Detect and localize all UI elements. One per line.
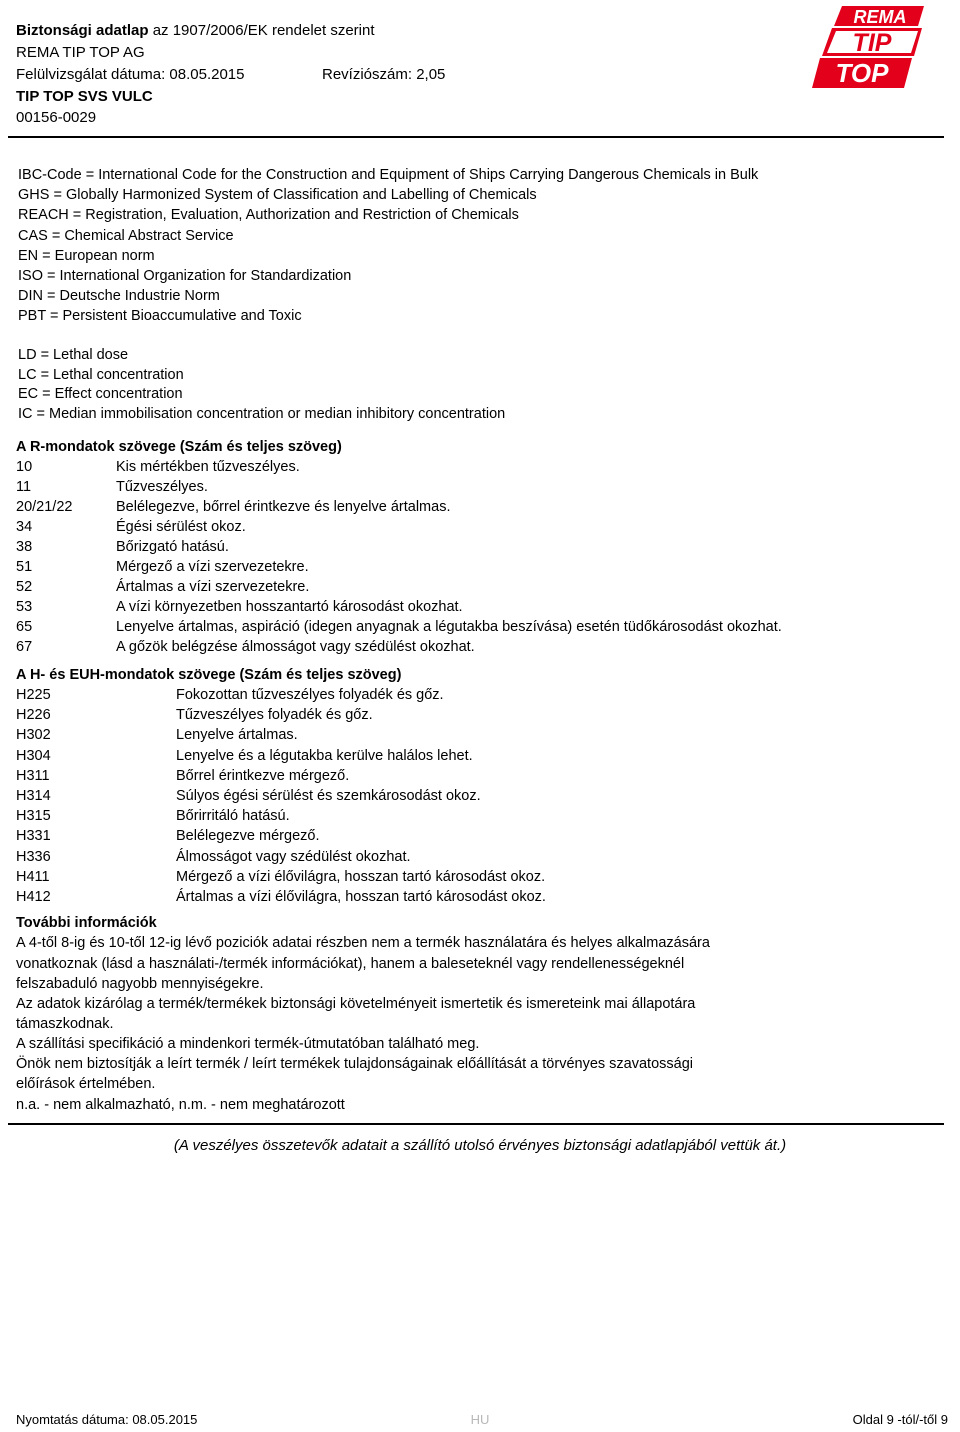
further-info-line: felszabaduló nagyobb mennyiségekre.	[16, 976, 264, 992]
r-phrase-text: Belélegezve, bőrrel érintkezve és lenyelve ártalmas.	[116, 499, 451, 515]
abbreviation-line: EN = European norm	[18, 248, 155, 264]
document-title-rest: az 1907/2006/EK rendelet szerint	[148, 22, 375, 39]
h-phrase-text: Álmosságot vagy szédülést okozhat.	[176, 849, 411, 865]
h-phrase-text: Mérgező a vízi élővilágra, hosszan tartó károsodást okoz.	[176, 869, 546, 885]
abbreviation-line: REACH = Registration, Evaluation, Authorization and Restriction of Chemicals	[18, 207, 519, 223]
r-phrase-text: A gőzök belégzése álmosságot vagy szédülést okozhat.	[116, 639, 475, 655]
abbreviation-line: DIN = Deutsche Industrie Norm	[18, 288, 220, 304]
review-date: Felülvizsgálat dátuma: 08.05.2015	[16, 66, 245, 83]
r-phrases-title: A R-mondatok szövege (Szám és teljes szöveg)	[16, 439, 342, 455]
r-phrase-text: Kis mértékben tűzveszélyes.	[116, 459, 300, 475]
abbreviation-line: CAS = Chemical Abstract Service	[18, 228, 234, 244]
logo-word-tip: TIP	[852, 29, 892, 57]
r-phrase-text: Tűzveszélyes.	[116, 479, 208, 495]
h-phrase-code: H331	[16, 828, 51, 844]
h-phrase-text: Tűzveszélyes folyadék és gőz.	[176, 707, 373, 723]
h-phrase-code: H302	[16, 727, 51, 743]
abbreviation-line: GHS = Globally Harmonized System of Classification and Labelling of Chemicals	[18, 187, 537, 203]
r-phrase-text: Ártalmas a vízi szervezetekre.	[116, 579, 310, 595]
product-name: TIP TOP SVS VULC	[16, 88, 153, 105]
document-header	[0, 0, 960, 140]
further-info-line: Az adatok kizárólag a termék/termékek biztonsági követelményeit ismertetik és ismereteink mai állapotára	[16, 996, 696, 1012]
abbreviation-line: ISO = International Organization for Standardization	[18, 268, 352, 284]
page-number: Oldal 9 -tól/-től 9	[852, 1412, 948, 1427]
h-phrase-code: H311	[16, 768, 50, 784]
r-phrase-code: 52	[16, 579, 33, 595]
h-phrase-code: H226	[16, 707, 51, 723]
further-info-line: vonatkoznak (lásd a használati-/termék információkat), hanem a baleseteknél vagy rendellenességeknél	[16, 956, 685, 972]
r-phrase-code: 20/21/22	[16, 499, 73, 515]
h-phrase-text: Lenyelve és a légutakba kerülve halálos lehet.	[176, 748, 473, 764]
abbreviation-line: LC = Lethal concentration	[18, 367, 184, 383]
h-phrase-code: H304	[16, 748, 51, 764]
company-name: REMA TIP TOP AG	[16, 44, 145, 61]
h-phrase-code: H314	[16, 788, 51, 804]
h-phrase-text: Fokozottan tűzveszélyes folyadék és gőz.	[176, 687, 444, 703]
r-phrase-text: A vízi környezetben hosszantartó károsodást okozhat.	[116, 599, 463, 615]
further-info-line: A 4-től 8-ig és 10-től 12-ig lévő poziciók adatai részben nem a termék használatára és helyes alkalmazására	[16, 935, 710, 951]
document-title	[16, 21, 375, 41]
further-info-title: További információk	[16, 915, 157, 931]
logo-word-top: TOP	[835, 58, 889, 88]
r-phrase-text: Mérgező a vízi szervezetekre.	[116, 559, 309, 575]
h-phrase-text: Lenyelve ártalmas.	[176, 727, 298, 743]
abbreviation-line: PBT = Persistent Bioaccumulative and Toxic	[18, 308, 302, 324]
r-phrase-text: Égési sérülést okoz.	[116, 519, 246, 535]
h-phrase-text: Ártalmas a vízi élővilágra, hosszan tartó károsodást okoz.	[176, 889, 546, 905]
h-phrase-text: Bőrirritáló hatású.	[176, 808, 290, 824]
r-phrase-code: 34	[16, 519, 33, 535]
product-code: 00156-0029	[16, 109, 97, 126]
further-info-line: A szállítási specifikáció a mindenkori termék-útmutatóban található meg.	[16, 1036, 480, 1052]
rema-tip-top-logo	[812, 4, 926, 92]
further-info-line: Önök nem biztosítják a leírt termék / leírt termékek tulajdonságainak előállítását a törvényes szavatossági	[16, 1056, 693, 1072]
r-phrase-code: 10	[16, 459, 33, 475]
abbreviation-line: LD = Lethal dose	[18, 347, 129, 363]
further-info-line: előírások értelmében.	[16, 1076, 156, 1092]
revision-number: Revíziószám: 2,05	[322, 66, 446, 83]
r-phrase-code: 67	[16, 639, 33, 655]
h-phrase-code: H315	[16, 808, 51, 824]
language-code: HU	[470, 1412, 490, 1427]
abbreviation-line: IBC-Code = International Code for the Construction and Equipment of Ships Carrying Dangerous Chemicals in Bulk	[18, 167, 759, 183]
logo-word-rema: REMA	[853, 7, 907, 27]
r-phrase-code: 51	[16, 559, 33, 575]
h-phrase-code: H411	[16, 869, 50, 885]
h-phrase-code: H336	[16, 849, 51, 865]
r-phrase-code: 11	[16, 479, 32, 495]
further-info-line: n.a. - nem alkalmazható, n.m. - nem meghatározott	[16, 1097, 345, 1113]
further-info-line: támaszkodnak.	[16, 1016, 114, 1032]
abbreviation-line: EC = Effect concentration	[18, 386, 183, 402]
abbreviation-line: IC = Median immobilisation concentration or median inhibitory concentration	[18, 406, 506, 422]
document-title-bold: Biztonsági adatlap	[16, 22, 149, 39]
h-phrase-code: H412	[16, 889, 51, 905]
r-phrase-code: 38	[16, 539, 33, 555]
h-phrase-text: Belélegezve mérgező.	[176, 828, 320, 844]
h-phrase-code: H225	[16, 687, 51, 703]
h-phrases-title: A H- és EUH-mondatok szövege (Szám és teljes szöveg)	[16, 667, 402, 683]
r-phrase-text: Bőrizgató hatású.	[116, 539, 229, 555]
r-phrase-code: 53	[16, 599, 33, 615]
section-divider	[8, 1123, 944, 1125]
h-phrase-text: Bőrrel érintkezve mérgező.	[176, 768, 350, 784]
r-phrase-code: 65	[16, 619, 33, 635]
header-divider	[8, 136, 944, 138]
h-phrase-text: Súlyos égési sérülést és szemkárosodást okoz.	[176, 788, 481, 804]
print-date: Nyomtatás dátuma: 08.05.2015	[16, 1412, 198, 1427]
source-note: (A veszélyes összetevők adatait a szállító utolsó érvényes biztonsági adatlapjából vettük át.)	[173, 1137, 787, 1154]
r-phrase-text: Lenyelve ártalmas, aspiráció (idegen anyagnak a légutakba beszívása) esetén tüdőkárosodást okozhat.	[116, 619, 782, 635]
